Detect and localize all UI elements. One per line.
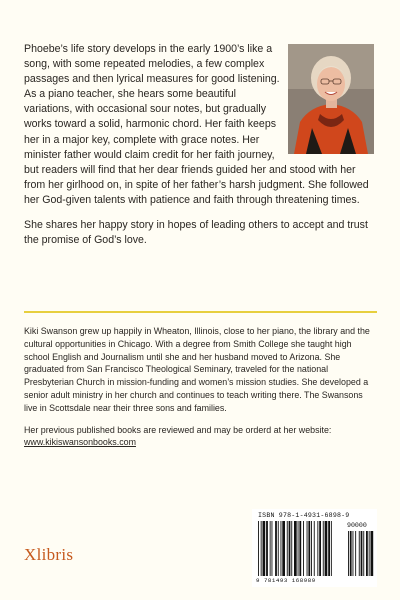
price-code: 90000: [347, 522, 367, 529]
description-paragraph: She shares her happy story in hopes of leading others to accept and trust the promise of God’s love.: [24, 219, 368, 247]
isbn-barcode: [252, 509, 377, 587]
author-website-line: [24, 424, 377, 450]
barcode-digits: 9 781493 168989: [256, 577, 316, 584]
isbn-number: ISBN 978-1-4931-6898-9: [258, 512, 350, 519]
website-intro-text: Her previous published books are reviewed and may be orderd at her website:: [24, 424, 332, 435]
section-divider: [24, 311, 377, 313]
author-bio: [24, 325, 377, 458]
publisher-logo: Xlibris: [24, 545, 74, 564]
author-website-link[interactable]: www.kikiswansonbooks.com: [24, 437, 136, 448]
book-description: [24, 42, 377, 258]
barcode-bars: [252, 509, 377, 587]
description-paragraph: Phoebe’s life story develops in the early 1900’s like a song, with some repeated melodies, a few complex passages and then lyrical measures for good listening. As a piano teacher, she hears some beautiful variations, with occasional sour notes, but gradually works toward a solid, harmonic chord. Her faith keeps her in a major key, complete with grace notes. Her minister father would claim credit for her faith journey, but readers will find that her dear friends guided her and stood with her from her girlhood on, in spite of her father’s harsh judgment. She followed her God-given talents with patience and faith through threatening times.: [24, 43, 369, 206]
author-bio-paragraph: Kiki Swanson grew up happily in Wheaton, Illinois, close to her piano, the library and the cultural opportunities in Chicago. With a degree from Smith College she taught high school English and Journalism until she and her husband moved to Arizona. She graduated from San Francisco Theological Seminary, traveled for the national Presbyterian Church in mission-funding and women’s mission studies. She developed a senior adult ministry in her church and continues to teach writing there. The Swansons live in Scottsdale near their three sons and families.: [24, 326, 370, 413]
